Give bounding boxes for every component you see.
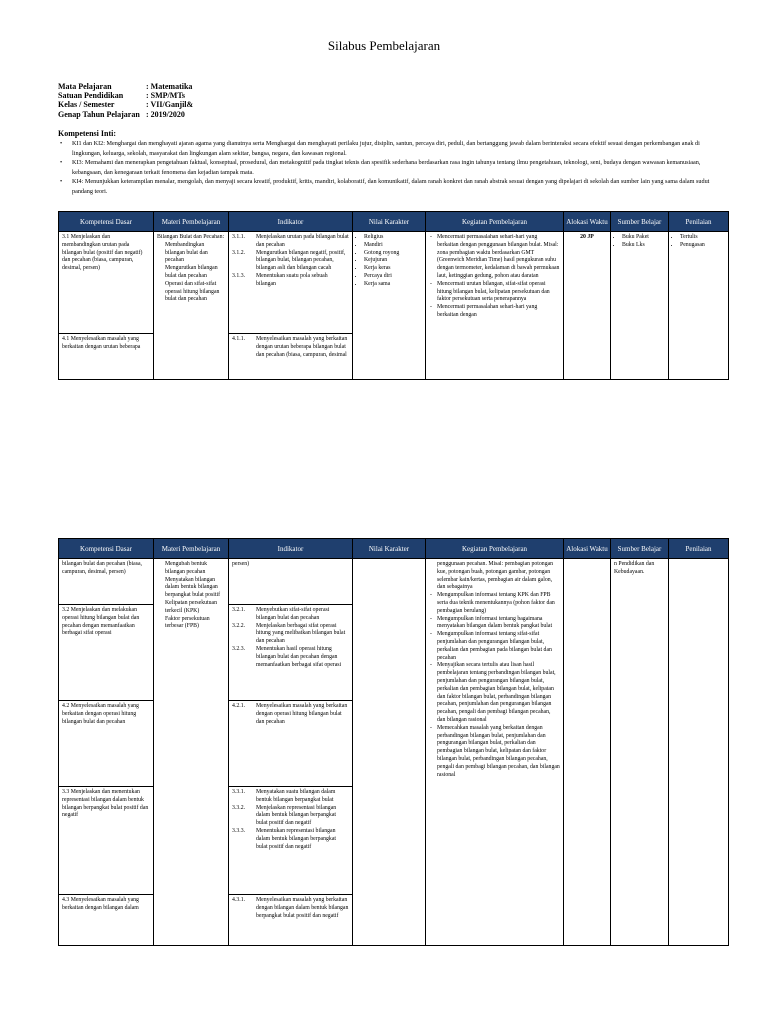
kegiatan-cell	[426, 559, 564, 946]
kd-3-3: 3.3 Menjelaskan dan menentukan representasi bilangan dalam bentuk bilangan berpangkat bulat positif dan negatif	[59, 787, 153, 895]
materi-item: • Membandingkan bilangan bulat dan pecahan	[165, 242, 225, 265]
sumber-cont: n Pendidikan dan Kebudayaan.	[614, 561, 655, 575]
sumber-cell	[611, 232, 669, 380]
indikator-cont: persen)	[232, 561, 250, 567]
karakter-item: • Mandiri	[364, 242, 422, 250]
kegiatan-item: - Mencermati permasalahan sehari-hari yang berkaitan dengan	[429, 304, 560, 320]
header-kd: Kompetensi Dasar	[59, 539, 154, 559]
penilaian-cell	[669, 232, 729, 380]
kegiatan-item: - Mencermati permasalahan sehari-hari yang berkaitan dengan penggunaan bilangan bulat. Misal: zona pembagian waktu berdasarkan GMT (Greenwich Meridian Time) hasil pengukuran suhu dengan termometer, kedalaman di bawah permukaan laut, ketinggian gedung, pohon atau daratan	[429, 234, 560, 281]
kegiatan-item: - Mengumpulkan informasi tentang bagaimana menyatakan bilangan dalam bentuk pangkat bulat	[429, 616, 560, 632]
kegiatan-item: - Mencermati urutan bilangan, sifat-sifat operasi hitung bilangan bulat, kelipatan persekutuan dan faktor persekutuan serta penerapannya	[429, 281, 560, 304]
table-row	[59, 232, 729, 380]
header-penilaian: Penilaian	[669, 212, 729, 232]
header-penilaian: Penilaian	[669, 539, 729, 559]
penilaian-cell	[669, 559, 729, 946]
ki-list	[58, 139, 728, 197]
kd-4-1: 4.1 Menyelesaikan masalah yang berkaitan dengan urutan beberapa	[62, 336, 141, 350]
header-kd: Kompetensi Dasar	[59, 212, 154, 232]
kegiatan-cell	[426, 232, 564, 380]
indikator-item: 3.3.2. Menjelaskan representasi bilangan dalam bentuk bilangan berpangkat bulat positif dan negatif	[232, 804, 337, 827]
kegiatan-item: - Menyajikan secara tertulis atau lisan hasil pembelajaran tentang perbandingan bilangan bulat, penjumlahan dan pengurangan bilangan bulat, perkalian dan pembagian bilangan bulat, kelipatan dan faktor bilangan bulat, perbandingan bilangan pecahan, penjumlahan dan pengurangan bilangan pecahan, pengali dan pembagi bilangan pecahan, dan bilangan rasional	[429, 662, 560, 724]
kegiatan-cont: penggunaan pecahan. Misal: pembagian potongan kue, potongan buah, potongan gambar, potongan selembar kain/kertas, pembagian air dalam galon, dan sebagainya	[437, 561, 554, 591]
header-materi: Materi Pembelajaran	[154, 212, 229, 232]
indikator-cell	[229, 232, 353, 380]
karakter-cell	[353, 232, 426, 380]
materi-item: • Mengurutkan bilangan bulat dan pecahan	[165, 265, 225, 281]
materi-intro: Bilangan Bulat dan Pecahan:	[157, 234, 225, 240]
header-sumber: Sumber Belajar	[611, 212, 669, 232]
kegiatan-item: - Mengumpulkan informasi tentang KPK dan FPB serta dua teknik menentukannya (pohon faktor dan pembagian berulang)	[429, 592, 560, 615]
identity-row-class: Kelas / Semester : VII/Ganjil&	[58, 100, 194, 109]
table-header-row	[59, 539, 729, 559]
karakter-item: • Kerja sama	[364, 281, 422, 289]
header-sumber: Sumber Belajar	[611, 539, 669, 559]
karakter-item: • Percaya diri	[364, 273, 422, 281]
materi-item: • Mengubah bentuk bilangan pecahan	[165, 561, 225, 577]
header-kegiatan: Kegiatan Pembelajaran	[426, 539, 564, 559]
kegiatan-item: - Memecahkan masalah yang berkaitan dengan perbandingan bilangan bulat, penjumlahan dan pengurangan bilangan bulat, perkalian dan pembagian bilangan bulat, kelipatan dan faktor bilangan bulat, perbandingan bilangan pecahan, pengali dan pembagi bilangan pecahan, dan bilangan rasional	[429, 725, 560, 780]
page-title: Silabus Pembelajaran	[327, 38, 441, 53]
identity-row-subject: Mata Pelajaran : Matematika	[58, 82, 193, 91]
indikator-item: 3.2.1. Menyebutkan sifat-sifat operasi bilangan bulat dan pecahan	[232, 607, 330, 621]
header-materi: Materi Pembelajaran	[154, 539, 229, 559]
karakter-item: • Kerja keras	[364, 265, 422, 273]
indikator-item: 3.2.3. Menentukan hasil operasi hitung bilangan bulat dan pecahan dengan memanfaatkan berbagai sifat operasi	[232, 645, 342, 668]
karakter-item: • Kejujuran	[364, 257, 422, 265]
kegiatan-item: - Mengumpulkan informasi tentang sifat-sifat penjumlahan dan pengurangan bilangan bulat, perkalian dan pembagian pada bilangan bulat dan pecahan	[429, 631, 560, 662]
indikator-item: 4.2.1. Menyelesaikan masalah yang berkaitan dengan operasi hitung bilangan bulat dan pecahan	[232, 703, 348, 725]
indikator-item: 4.3.1. Menyelesaikan masalah yang berkaitan dengan bilangan dalam bentuk bilangan berpangkat bulat positif dan negatif	[232, 897, 349, 919]
indikator-item: 4.1.1. Menyelesaikan masalah yang berkaitan dengan urutan beberapa bilangan bulat dan pecahan (biasa, campuran, desimal	[232, 336, 348, 358]
indikator-item: 3.2.2. Menjelaskan berbagai sifat operasi hitung yang melibatkan bilangan bulat dan pecahan	[232, 622, 346, 645]
kd-3-2: 3.2 Menjelaskan dan melakukan operasi hitung bilangan bulat dan pecahan dengan memanfaatkan berbagai sifat operasi	[59, 605, 153, 701]
indikator-item: 3.1.1. Menjelaskan urutan pada bilangan bulat dan pecahan	[232, 234, 349, 248]
indikator-item: 3.1.3. Menentukan suatu pola sebuah bilangan	[232, 272, 328, 287]
indikator-item: 3.3.3. Menentukan representasi bilangan dalam bentuk bilangan berpangkat bulat positif dan negatif	[232, 827, 337, 850]
header-alokasi: Alokasi Waktu	[564, 212, 611, 232]
materi-cell	[154, 232, 229, 380]
sumber-cell	[611, 559, 669, 946]
materi-cell	[154, 559, 229, 946]
materi-item: • Operasi dan sifat-sifat operasi hitung bilangan bulat dan pecahan	[165, 281, 225, 304]
header-indikator: Indikator	[229, 539, 353, 559]
karakter-item: • Religius	[364, 234, 422, 242]
ki-heading: Kompetensi Inti:	[58, 129, 116, 138]
ki-item-4: • KI4: Menunjukkan keterampilan menalar, mengolah, dan menyaji secara kreatif, produktif, kritis, mandiri, kolaboratif, dan komunikatif, dalam ranah konkret dan ranah abstrak sesuai dengan yang dipelajari di sekolah dan sumber lain yang sama dalam sudut pandang teori.	[58, 177, 728, 196]
penilaian-item: • Penugasan	[680, 242, 725, 250]
kd-3-1-cont: bilangan bulat dan pecahan (biasa, campuran, desimal, persen)	[59, 559, 153, 605]
syllabus-table-2	[58, 538, 729, 946]
alokasi-cell	[564, 559, 611, 946]
table-row	[59, 559, 729, 946]
ki-item-1: • KI1 dan KI2: Menghargai dan menghayati ajaran agama yang dianutnya serta Menghargai dan menghayati perilaku jujur, disiplin, santun, percaya diri, peduli, dan bertanggung jawab dalam berinteraksi secara efektif sesuai dengan perkembangan anak di lingkungan, keluarga, sekolah, masyarakat dan lingkungan alam sekitar, bangsa, negara, dan kawasan regional.	[58, 139, 728, 158]
identity-row-school: Satuan Pendidikan : SMP/MTs	[58, 91, 186, 100]
header-karakter: Nilai Karakter	[353, 212, 426, 232]
table-header-row	[59, 212, 729, 232]
ki-item-3: • KI3: Memahami dan menerapkan pengetahuan faktual, konseptual, prosedural, dan metakognitif pada tingkat teknis dan spesifik sederhana berdasarkan rasa ingin tahunya tentang ilmu pengetahuan, teknologi, seni, budaya dengan wawasan kemanusiaan, kebangsaan, dan kenegaraan terkait fenomena dan kejadian tampak mata.	[58, 158, 728, 177]
karakter-cell	[353, 559, 426, 946]
materi-item: • Menyatakan bilangan dalam bentuk bilangan berpangkat bulat positif	[165, 577, 225, 600]
kd-cell	[59, 232, 154, 380]
kd-3-1: 3.1 Menjelaskan dan membandingkan urutan pada bilangan bulat (positif dan negatif) dan pecahan (biasa, campuran, desimal, persen)	[59, 232, 153, 334]
kd-cell	[59, 559, 154, 946]
kd-4-3: 4.3 Menyelesaikan masalah yang berkaitan dengan bilangan dalam	[62, 897, 139, 911]
header-kegiatan: Kegiatan Pembelajaran	[426, 212, 564, 232]
indikator-cell	[229, 559, 353, 946]
indikator-item: 3.3.1. Menyatakan suatu bilangan dalam bentuk bilangan berpangkat bulat	[232, 789, 336, 803]
sumber-item: • Buku Lks	[622, 242, 665, 250]
header-indikator: Indikator	[229, 212, 353, 232]
identity-row-year: Genap Tahun Pelajaran : 2019/2020	[58, 110, 185, 119]
indikator-item: 3.1.2. Mengurutkan bilangan negatif, positif, bilangan bulat, bilangan pecahan, bilangan asli dan bilangan cacah	[232, 249, 346, 272]
header-alokasi: Alokasi Waktu	[564, 539, 611, 559]
syllabus-table-1	[58, 211, 729, 380]
materi-item: • Kelipatan persekutuan terkecil (KPK)	[165, 600, 225, 616]
materi-item: • Faktor persekutuan terbesar (FPB)	[165, 616, 225, 632]
header-karakter: Nilai Karakter	[353, 539, 426, 559]
alokasi-cell: 20 JP	[564, 232, 611, 380]
sumber-item: • Buku Paket	[622, 234, 665, 242]
kd-4-2: 4.2 Menyelesaikan masalah yang berkaitan dengan operasi hitung bilangan bulat dan pecahan	[59, 701, 153, 787]
karakter-item: • Gotong royong	[364, 250, 422, 258]
penilaian-item: • Tertulis	[680, 234, 725, 242]
